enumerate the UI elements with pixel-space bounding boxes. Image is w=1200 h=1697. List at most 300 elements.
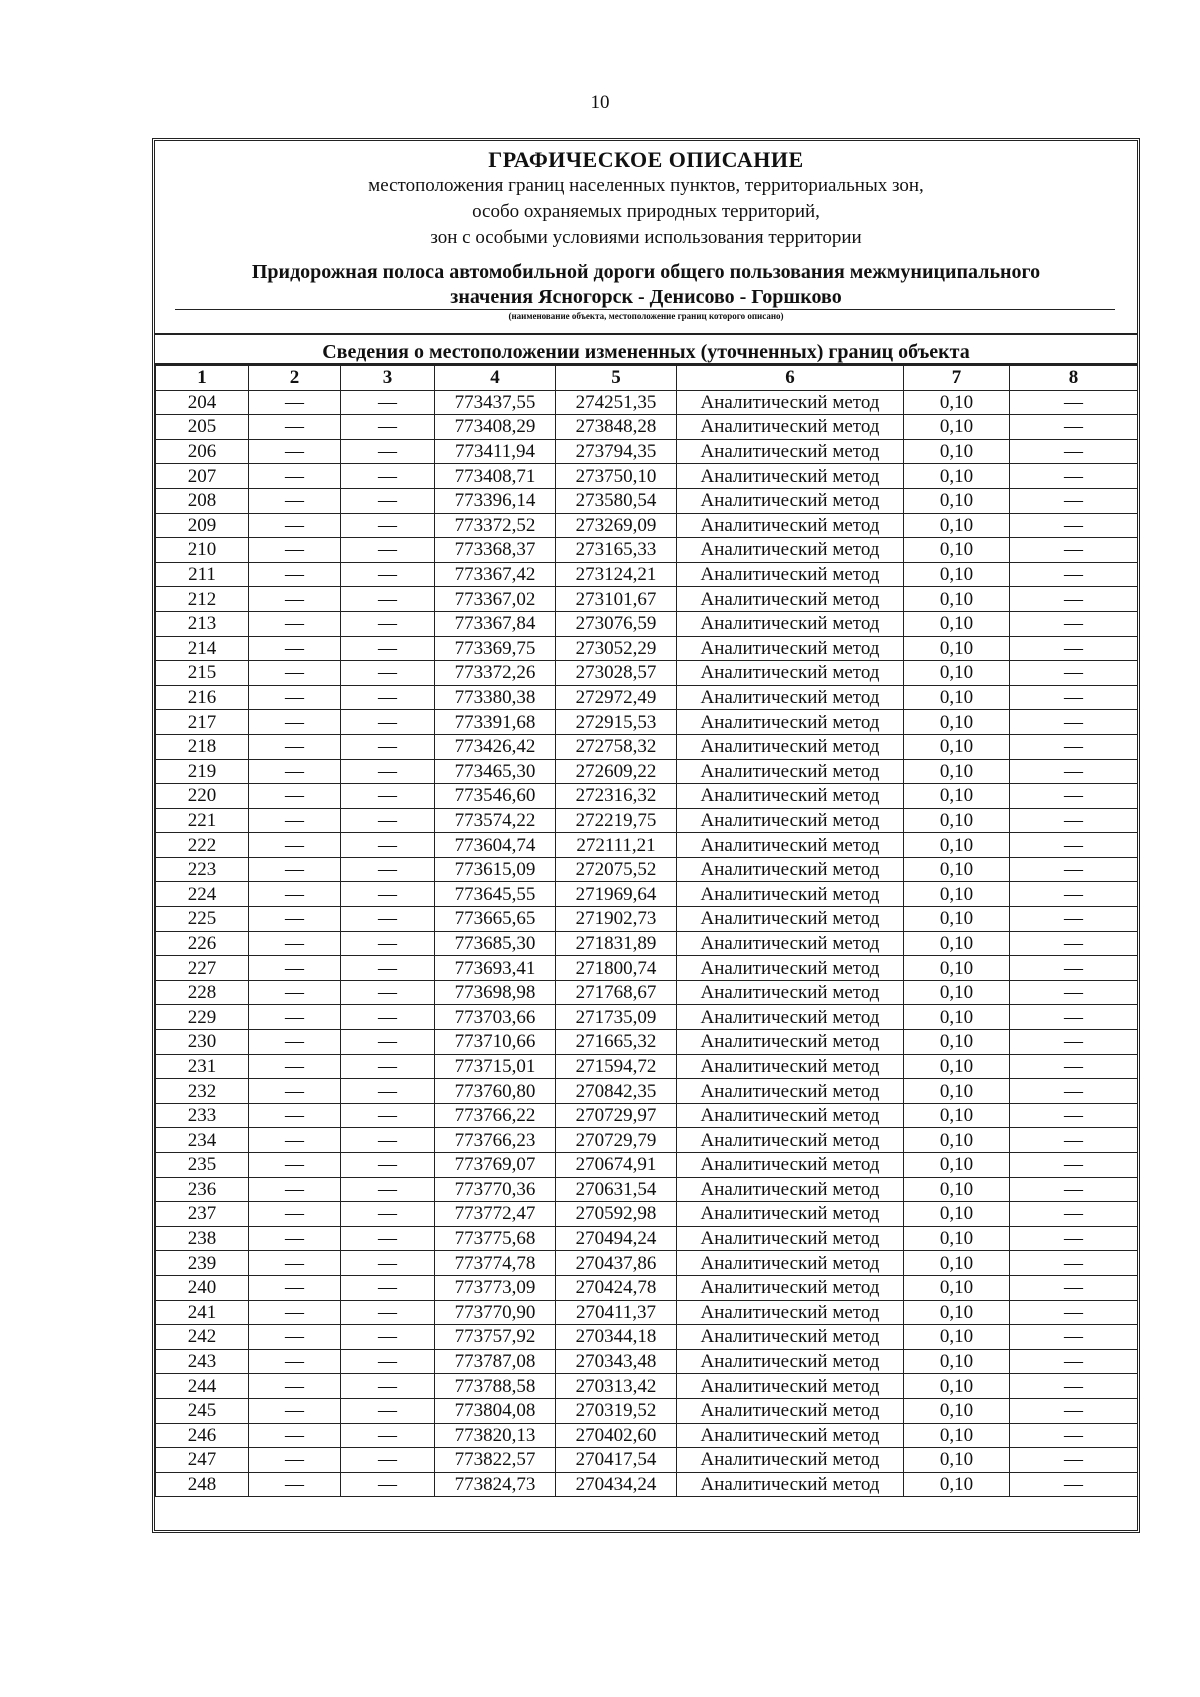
table-row: [156, 390, 1138, 415]
cell-col-2: —: [249, 488, 341, 513]
cell-col-2: —: [249, 562, 341, 587]
cell-col-2: —: [249, 636, 341, 661]
cell-col-2: —: [249, 538, 341, 563]
point-number: 241: [156, 1300, 249, 1325]
coord-y: 272075,52: [556, 857, 677, 882]
cell-col-2: —: [249, 1103, 341, 1128]
cell-col-3: —: [341, 1349, 435, 1374]
cell-col-3: —: [341, 611, 435, 636]
cell-col-8: —: [1010, 415, 1138, 440]
coord-x: 773757,92: [435, 1325, 556, 1350]
table-row: [156, 1423, 1138, 1448]
cell-col-3: —: [341, 390, 435, 415]
accuracy: 0,10: [904, 415, 1010, 440]
cell-col-3: —: [341, 587, 435, 612]
table-row: [156, 1202, 1138, 1227]
cell-col-3: —: [341, 1300, 435, 1325]
coord-x: 773770,90: [435, 1300, 556, 1325]
cell-col-2: —: [249, 439, 341, 464]
coord-y: 270729,79: [556, 1128, 677, 1153]
table-row: [156, 1300, 1138, 1325]
coord-x: 773766,23: [435, 1128, 556, 1153]
coord-x: 773773,09: [435, 1275, 556, 1300]
cell-col-8: —: [1010, 710, 1138, 735]
cell-col-3: —: [341, 759, 435, 784]
cell-col-8: —: [1010, 1300, 1138, 1325]
cell-col-3: —: [341, 685, 435, 710]
method: Аналитический метод: [677, 538, 904, 563]
accuracy: 0,10: [904, 464, 1010, 489]
object-name-line-2: значения Ясногорск - Денисово - Горшково: [450, 286, 842, 308]
table-row: [156, 1325, 1138, 1350]
method: Аналитический метод: [677, 415, 904, 440]
cell-col-8: —: [1010, 1030, 1138, 1055]
table-row: [156, 956, 1138, 981]
point-number: 211: [156, 562, 249, 587]
accuracy: 0,10: [904, 1079, 1010, 1104]
accuracy: 0,10: [904, 562, 1010, 587]
method: Аналитический метод: [677, 488, 904, 513]
coord-x: 773693,41: [435, 956, 556, 981]
point-number: 210: [156, 538, 249, 563]
point-number: 244: [156, 1374, 249, 1399]
coord-y: 270402,60: [556, 1423, 677, 1448]
cell-col-8: —: [1010, 980, 1138, 1005]
accuracy: 0,10: [904, 1448, 1010, 1473]
method: Аналитический метод: [677, 464, 904, 489]
accuracy: 0,10: [904, 857, 1010, 882]
method: Аналитический метод: [677, 907, 904, 932]
accuracy: 0,10: [904, 538, 1010, 563]
table-row: [156, 833, 1138, 858]
point-number: 248: [156, 1472, 249, 1497]
table-row: [156, 1128, 1138, 1153]
cell-col-8: —: [1010, 882, 1138, 907]
coord-y: 273028,57: [556, 661, 677, 686]
cell-col-2: —: [249, 611, 341, 636]
cell-col-8: —: [1010, 1448, 1138, 1473]
cell-col-8: —: [1010, 907, 1138, 932]
coord-y: 271969,64: [556, 882, 677, 907]
cell-col-2: —: [249, 1472, 341, 1497]
method: Аналитический метод: [677, 956, 904, 981]
cell-col-2: —: [249, 1423, 341, 1448]
coord-y: 270313,42: [556, 1374, 677, 1399]
coord-y: 270494,24: [556, 1226, 677, 1251]
cell-col-2: —: [249, 1030, 341, 1055]
point-number: 222: [156, 833, 249, 858]
coord-y: 271902,73: [556, 907, 677, 932]
document-frame: [152, 138, 1140, 1533]
accuracy: 0,10: [904, 956, 1010, 981]
coord-y: 272972,49: [556, 685, 677, 710]
cell-col-8: —: [1010, 1374, 1138, 1399]
cell-col-2: —: [249, 857, 341, 882]
cell-col-8: —: [1010, 1054, 1138, 1079]
cell-col-8: —: [1010, 1177, 1138, 1202]
coord-x: 773411,94: [435, 439, 556, 464]
coordinates-table: [155, 365, 1138, 1497]
method: Аналитический метод: [677, 390, 904, 415]
subtitle-line-1: местоположения границ населенных пунктов, территориальных зон,: [368, 175, 924, 196]
cell-col-3: —: [341, 1374, 435, 1399]
point-number: 221: [156, 808, 249, 833]
method: Аналитический метод: [677, 1448, 904, 1473]
column-header: 5: [556, 366, 677, 391]
cell-col-3: —: [341, 956, 435, 981]
cell-col-8: —: [1010, 1423, 1138, 1448]
coord-x: 773465,30: [435, 759, 556, 784]
table-row: [156, 1275, 1138, 1300]
table-row: [156, 1177, 1138, 1202]
cell-col-2: —: [249, 734, 341, 759]
cell-col-2: —: [249, 1300, 341, 1325]
table-row: [156, 808, 1138, 833]
cell-col-8: —: [1010, 562, 1138, 587]
table-row: [156, 907, 1138, 932]
coord-x: 773715,01: [435, 1054, 556, 1079]
accuracy: 0,10: [904, 980, 1010, 1005]
point-number: 205: [156, 415, 249, 440]
table-row: [156, 1472, 1138, 1497]
accuracy: 0,10: [904, 710, 1010, 735]
cell-col-8: —: [1010, 1079, 1138, 1104]
accuracy: 0,10: [904, 587, 1010, 612]
point-number: 247: [156, 1448, 249, 1473]
cell-col-3: —: [341, 1275, 435, 1300]
coord-x: 773604,74: [435, 833, 556, 858]
coord-y: 270343,48: [556, 1349, 677, 1374]
coord-y: 271665,32: [556, 1030, 677, 1055]
coord-y: 271800,74: [556, 956, 677, 981]
cell-col-3: —: [341, 808, 435, 833]
table-row: [156, 882, 1138, 907]
method: Аналитический метод: [677, 1325, 904, 1350]
accuracy: 0,10: [904, 1054, 1010, 1079]
point-number: 225: [156, 907, 249, 932]
cell-col-8: —: [1010, 1349, 1138, 1374]
cell-col-8: —: [1010, 390, 1138, 415]
cell-col-2: —: [249, 1202, 341, 1227]
coord-y: 272316,32: [556, 784, 677, 809]
table-row: [156, 415, 1138, 440]
cell-col-2: —: [249, 907, 341, 932]
point-number: 230: [156, 1030, 249, 1055]
cell-col-8: —: [1010, 734, 1138, 759]
accuracy: 0,10: [904, 833, 1010, 858]
cell-col-8: —: [1010, 1325, 1138, 1350]
cell-col-2: —: [249, 1325, 341, 1350]
cell-col-8: —: [1010, 1251, 1138, 1276]
cell-col-3: —: [341, 857, 435, 882]
table-row: [156, 1103, 1138, 1128]
cell-col-3: —: [341, 1005, 435, 1030]
method: Аналитический метод: [677, 808, 904, 833]
cell-col-8: —: [1010, 636, 1138, 661]
method: Аналитический метод: [677, 1349, 904, 1374]
accuracy: 0,10: [904, 882, 1010, 907]
object-name-underline: [175, 309, 1115, 310]
accuracy: 0,10: [904, 685, 1010, 710]
column-header: 1: [156, 366, 249, 391]
coord-x: 773770,36: [435, 1177, 556, 1202]
subtitle-line-2: особо охраняемых природных территорий,: [472, 201, 820, 222]
method: Аналитический метод: [677, 857, 904, 882]
table-row: [156, 1079, 1138, 1104]
point-number: 206: [156, 439, 249, 464]
cell-col-3: —: [341, 1177, 435, 1202]
point-number: 215: [156, 661, 249, 686]
coord-y: 273848,28: [556, 415, 677, 440]
point-number: 217: [156, 710, 249, 735]
point-number: 246: [156, 1423, 249, 1448]
table-row: [156, 1251, 1138, 1276]
table-row: [156, 611, 1138, 636]
table-row: [156, 439, 1138, 464]
coord-y: 273580,54: [556, 488, 677, 513]
coord-x: 773408,71: [435, 464, 556, 489]
cell-col-3: —: [341, 538, 435, 563]
point-number: 235: [156, 1153, 249, 1178]
table-header-row: [156, 366, 1138, 391]
point-number: 238: [156, 1226, 249, 1251]
cell-col-3: —: [341, 907, 435, 932]
coord-x: 773372,52: [435, 513, 556, 538]
table-row: [156, 1374, 1138, 1399]
cell-col-2: —: [249, 710, 341, 735]
coord-y: 273101,67: [556, 587, 677, 612]
coord-y: 272758,32: [556, 734, 677, 759]
coord-x: 773367,02: [435, 587, 556, 612]
cell-col-3: —: [341, 513, 435, 538]
cell-col-2: —: [249, 882, 341, 907]
coord-x: 773645,55: [435, 882, 556, 907]
cell-col-2: —: [249, 1177, 341, 1202]
method: Аналитический метод: [677, 833, 904, 858]
object-caption: (наименование объекта, местоположение границ которого описано): [508, 311, 784, 321]
column-header: 7: [904, 366, 1010, 391]
coord-y: 271831,89: [556, 931, 677, 956]
accuracy: 0,10: [904, 636, 1010, 661]
cell-col-3: —: [341, 1079, 435, 1104]
method: Аналитический метод: [677, 685, 904, 710]
accuracy: 0,10: [904, 1398, 1010, 1423]
method: Аналитический метод: [677, 562, 904, 587]
cell-col-2: —: [249, 1054, 341, 1079]
method: Аналитический метод: [677, 1030, 904, 1055]
cell-col-8: —: [1010, 538, 1138, 563]
coord-x: 773368,37: [435, 538, 556, 563]
cell-col-8: —: [1010, 464, 1138, 489]
cell-col-3: —: [341, 882, 435, 907]
point-number: 204: [156, 390, 249, 415]
coord-y: 270592,98: [556, 1202, 677, 1227]
accuracy: 0,10: [904, 513, 1010, 538]
cell-col-2: —: [249, 1251, 341, 1276]
table-row: [156, 931, 1138, 956]
accuracy: 0,10: [904, 1349, 1010, 1374]
accuracy: 0,10: [904, 907, 1010, 932]
cell-col-2: —: [249, 1005, 341, 1030]
coord-x: 773437,55: [435, 390, 556, 415]
coord-x: 773574,22: [435, 808, 556, 833]
cell-col-3: —: [341, 1226, 435, 1251]
coord-x: 773698,98: [435, 980, 556, 1005]
cell-col-3: —: [341, 1472, 435, 1497]
method: Аналитический метод: [677, 439, 904, 464]
cell-col-8: —: [1010, 1202, 1138, 1227]
cell-col-2: —: [249, 956, 341, 981]
cell-col-3: —: [341, 1054, 435, 1079]
accuracy: 0,10: [904, 661, 1010, 686]
cell-col-8: —: [1010, 759, 1138, 784]
accuracy: 0,10: [904, 1128, 1010, 1153]
cell-col-2: —: [249, 980, 341, 1005]
cell-col-2: —: [249, 759, 341, 784]
cell-col-3: —: [341, 734, 435, 759]
table-body: [156, 390, 1138, 1497]
coord-y: 270437,86: [556, 1251, 677, 1276]
cell-col-3: —: [341, 1251, 435, 1276]
accuracy: 0,10: [904, 1103, 1010, 1128]
method: Аналитический метод: [677, 661, 904, 686]
accuracy: 0,10: [904, 1177, 1010, 1202]
table-row: [156, 1349, 1138, 1374]
point-number: 223: [156, 857, 249, 882]
method: Аналитический метод: [677, 587, 904, 612]
cell-col-2: —: [249, 464, 341, 489]
column-header: 8: [1010, 366, 1138, 391]
coord-y: 273269,09: [556, 513, 677, 538]
cell-col-8: —: [1010, 956, 1138, 981]
point-number: 218: [156, 734, 249, 759]
cell-col-3: —: [341, 1448, 435, 1473]
cell-col-8: —: [1010, 1103, 1138, 1128]
cell-col-2: —: [249, 1226, 341, 1251]
accuracy: 0,10: [904, 1226, 1010, 1251]
coord-y: 271735,09: [556, 1005, 677, 1030]
object-name-line-1: Придорожная полоса автомобильной дороги общего пользования межмуниципального: [251, 261, 1041, 283]
coord-y: 270842,35: [556, 1079, 677, 1104]
accuracy: 0,10: [904, 1423, 1010, 1448]
accuracy: 0,10: [904, 759, 1010, 784]
method: Аналитический метод: [677, 513, 904, 538]
coord-y: 273124,21: [556, 562, 677, 587]
cell-col-2: —: [249, 784, 341, 809]
method: Аналитический метод: [677, 1374, 904, 1399]
method: Аналитический метод: [677, 882, 904, 907]
point-number: 220: [156, 784, 249, 809]
table-row: [156, 1398, 1138, 1423]
coord-x: 773367,84: [435, 611, 556, 636]
method: Аналитический метод: [677, 734, 904, 759]
coord-x: 773772,47: [435, 1202, 556, 1227]
accuracy: 0,10: [904, 1300, 1010, 1325]
cell-col-8: —: [1010, 513, 1138, 538]
coord-y: 273165,33: [556, 538, 677, 563]
cell-col-2: —: [249, 415, 341, 440]
point-number: 224: [156, 882, 249, 907]
point-number: 234: [156, 1128, 249, 1153]
coord-y: 272219,75: [556, 808, 677, 833]
cell-col-3: —: [341, 1202, 435, 1227]
accuracy: 0,10: [904, 734, 1010, 759]
cell-col-3: —: [341, 980, 435, 1005]
point-number: 219: [156, 759, 249, 784]
table-row: [156, 464, 1138, 489]
column-header: 3: [341, 366, 435, 391]
method: Аналитический метод: [677, 1275, 904, 1300]
point-number: 245: [156, 1398, 249, 1423]
cell-col-8: —: [1010, 611, 1138, 636]
point-number: 212: [156, 587, 249, 612]
method: Аналитический метод: [677, 931, 904, 956]
coord-x: 773408,29: [435, 415, 556, 440]
coord-y: 270417,54: [556, 1448, 677, 1473]
point-number: 226: [156, 931, 249, 956]
point-number: 239: [156, 1251, 249, 1276]
point-number: 209: [156, 513, 249, 538]
table-row: [156, 1226, 1138, 1251]
accuracy: 0,10: [904, 439, 1010, 464]
cell-col-2: —: [249, 587, 341, 612]
coord-x: 773380,38: [435, 685, 556, 710]
point-number: 213: [156, 611, 249, 636]
accuracy: 0,10: [904, 1251, 1010, 1276]
method: Аналитический метод: [677, 980, 904, 1005]
cell-col-3: —: [341, 833, 435, 858]
coord-x: 773774,78: [435, 1251, 556, 1276]
method: Аналитический метод: [677, 1005, 904, 1030]
accuracy: 0,10: [904, 390, 1010, 415]
cell-col-2: —: [249, 1398, 341, 1423]
cell-col-2: —: [249, 1128, 341, 1153]
cell-col-8: —: [1010, 488, 1138, 513]
coord-y: 270729,97: [556, 1103, 677, 1128]
accuracy: 0,10: [904, 1374, 1010, 1399]
method: Аналитический метод: [677, 1300, 904, 1325]
cell-col-2: —: [249, 1079, 341, 1104]
table-row: [156, 1153, 1138, 1178]
method: Аналитический метод: [677, 1202, 904, 1227]
accuracy: 0,10: [904, 488, 1010, 513]
cell-col-2: —: [249, 1374, 341, 1399]
coord-x: 773396,14: [435, 488, 556, 513]
cell-col-3: —: [341, 439, 435, 464]
column-header: 2: [249, 366, 341, 391]
point-number: 236: [156, 1177, 249, 1202]
method: Аналитический метод: [677, 1103, 904, 1128]
point-number: 227: [156, 956, 249, 981]
cell-col-8: —: [1010, 784, 1138, 809]
coord-x: 773710,66: [435, 1030, 556, 1055]
cell-col-3: —: [341, 464, 435, 489]
point-number: 242: [156, 1325, 249, 1350]
method: Аналитический метод: [677, 636, 904, 661]
cell-col-3: —: [341, 661, 435, 686]
method: Аналитический метод: [677, 1423, 904, 1448]
document-title: ГРАФИЧЕСКОЕ ОПИСАНИЕ: [488, 147, 804, 172]
table-row: [156, 710, 1138, 735]
cell-col-8: —: [1010, 857, 1138, 882]
table-row: [156, 784, 1138, 809]
coord-y: 272915,53: [556, 710, 677, 735]
page-number: 10: [590, 92, 610, 113]
coord-x: 773615,09: [435, 857, 556, 882]
coord-y: 270411,37: [556, 1300, 677, 1325]
subtitle-line-3: зон с особыми условиями использования территории: [430, 227, 862, 248]
table-row: [156, 980, 1138, 1005]
